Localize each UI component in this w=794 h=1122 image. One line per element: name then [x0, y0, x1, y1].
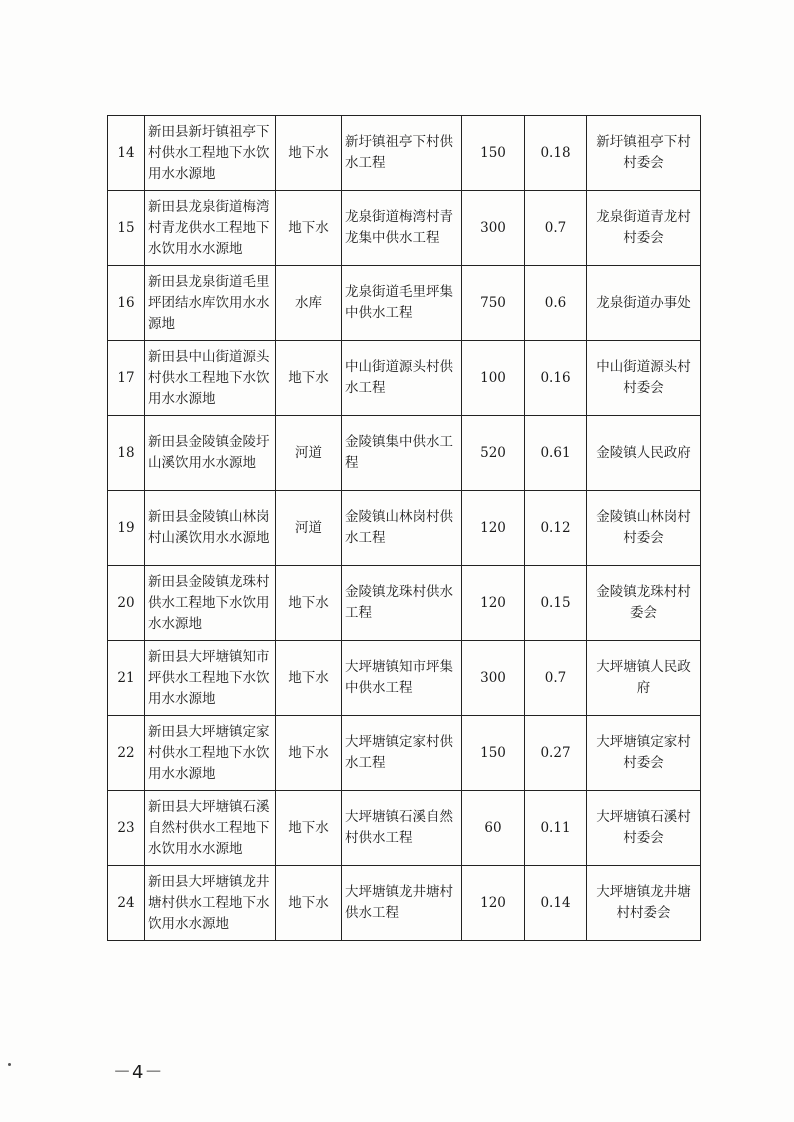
table-row: [108, 566, 701, 641]
cell-source-type: 水库: [276, 266, 342, 341]
cell-serial-number: 21: [108, 641, 145, 716]
cell-source-name: 新田县龙泉街道梅湾村青龙供水工程地下水饮用水水源地: [145, 191, 276, 266]
cell-source-type: 地下水: [276, 716, 342, 791]
cell-management-unit: 金陵镇山林岗村村委会: [587, 491, 701, 566]
cell-population: 150: [462, 116, 525, 191]
table-row: [108, 716, 701, 791]
cell-water-volume: 0.6: [525, 266, 587, 341]
cell-source-name: 新田县中山街道源头村供水工程地下水饮用水水源地: [145, 341, 276, 416]
cell-management-unit: 大坪塘镇定家村村委会: [587, 716, 701, 791]
cell-population: 60: [462, 791, 525, 866]
cell-supply-project: 中山街道源头村供水工程: [342, 341, 462, 416]
cell-source-type: 地下水: [276, 116, 342, 191]
table-row: [108, 116, 701, 191]
cell-population: 150: [462, 716, 525, 791]
scan-speck: [8, 1063, 11, 1066]
table-row: [108, 866, 701, 941]
table-row: [108, 416, 701, 491]
cell-management-unit: 新圩镇祖亭下村村委会: [587, 116, 701, 191]
page-number: －4－: [113, 1062, 164, 1083]
cell-supply-project: 龙泉街道毛里坪集中供水工程: [342, 266, 462, 341]
cell-serial-number: 19: [108, 491, 145, 566]
cell-source-name: 新田县新圩镇祖亭下村供水工程地下水饮用水水源地: [145, 116, 276, 191]
cell-source-name: 新田县大坪塘镇定家村供水工程地下水饮用水水源地: [145, 716, 276, 791]
cell-source-name: 新田县金陵镇金陵圩山溪饮用水水源地: [145, 416, 276, 491]
cell-source-type: 地下水: [276, 341, 342, 416]
cell-supply-project: 金陵镇龙珠村供水工程: [342, 566, 462, 641]
cell-source-type: 地下水: [276, 641, 342, 716]
cell-population: 300: [462, 641, 525, 716]
cell-population: 120: [462, 566, 525, 641]
cell-supply-project: 龙泉街道梅湾村青龙集中供水工程: [342, 191, 462, 266]
cell-source-name: 新田县大坪塘镇石溪自然村供水工程地下水饮用水水源地: [145, 791, 276, 866]
table-row: [108, 791, 701, 866]
cell-serial-number: 16: [108, 266, 145, 341]
cell-source-name: 新田县金陵镇龙珠村供水工程地下水饮用水水源地: [145, 566, 276, 641]
cell-water-volume: 0.11: [525, 791, 587, 866]
cell-management-unit: 大坪塘镇龙井塘村村委会: [587, 866, 701, 941]
cell-source-type: 地下水: [276, 791, 342, 866]
cell-population: 120: [462, 491, 525, 566]
cell-supply-project: 大坪塘镇知市坪集中供水工程: [342, 641, 462, 716]
cell-population: 120: [462, 866, 525, 941]
cell-supply-project: 金陵镇集中供水工程: [342, 416, 462, 491]
table-row: [108, 266, 701, 341]
table-row: [108, 191, 701, 266]
cell-supply-project: 大坪塘镇定家村供水工程: [342, 716, 462, 791]
table-row: [108, 491, 701, 566]
cell-source-name: 新田县大坪塘镇龙井塘村供水工程地下水饮用水水源地: [145, 866, 276, 941]
cell-source-name: 新田县大坪塘镇知市坪供水工程地下水饮用水水源地: [145, 641, 276, 716]
cell-management-unit: 大坪塘镇石溪村村委会: [587, 791, 701, 866]
cell-water-volume: 0.7: [525, 191, 587, 266]
water-source-table: [107, 115, 701, 941]
table-body: [108, 116, 701, 941]
cell-serial-number: 14: [108, 116, 145, 191]
cell-source-type: 地下水: [276, 191, 342, 266]
cell-water-volume: 0.7: [525, 641, 587, 716]
table-row: [108, 341, 701, 416]
cell-source-type: 河道: [276, 491, 342, 566]
cell-water-volume: 0.12: [525, 491, 587, 566]
cell-water-volume: 0.61: [525, 416, 587, 491]
cell-serial-number: 15: [108, 191, 145, 266]
cell-supply-project: 大坪塘镇龙井塘村供水工程: [342, 866, 462, 941]
cell-water-volume: 0.16: [525, 341, 587, 416]
cell-water-volume: 0.15: [525, 566, 587, 641]
cell-management-unit: 大坪塘镇人民政府: [587, 641, 701, 716]
cell-serial-number: 20: [108, 566, 145, 641]
cell-management-unit: 龙泉街道青龙村村委会: [587, 191, 701, 266]
cell-source-name: 新田县金陵镇山林岗村山溪饮用水水源地: [145, 491, 276, 566]
cell-serial-number: 22: [108, 716, 145, 791]
cell-population: 300: [462, 191, 525, 266]
cell-management-unit: 龙泉街道办事处: [587, 266, 701, 341]
cell-management-unit: 金陵镇人民政府: [587, 416, 701, 491]
cell-water-volume: 0.18: [525, 116, 587, 191]
table-row: [108, 641, 701, 716]
cell-water-volume: 0.27: [525, 716, 587, 791]
cell-supply-project: 大坪塘镇石溪自然村供水工程: [342, 791, 462, 866]
cell-serial-number: 24: [108, 866, 145, 941]
cell-management-unit: 中山街道源头村村委会: [587, 341, 701, 416]
cell-serial-number: 18: [108, 416, 145, 491]
cell-population: 520: [462, 416, 525, 491]
cell-serial-number: 23: [108, 791, 145, 866]
cell-serial-number: 17: [108, 341, 145, 416]
cell-supply-project: 金陵镇山林岗村供水工程: [342, 491, 462, 566]
cell-supply-project: 新圩镇祖亭下村供水工程: [342, 116, 462, 191]
cell-source-type: 地下水: [276, 866, 342, 941]
cell-source-type: 地下水: [276, 566, 342, 641]
cell-water-volume: 0.14: [525, 866, 587, 941]
cell-source-name: 新田县龙泉街道毛里坪团结水库饮用水水源地: [145, 266, 276, 341]
cell-population: 100: [462, 341, 525, 416]
cell-source-type: 河道: [276, 416, 342, 491]
cell-management-unit: 金陵镇龙珠村村委会: [587, 566, 701, 641]
cell-population: 750: [462, 266, 525, 341]
